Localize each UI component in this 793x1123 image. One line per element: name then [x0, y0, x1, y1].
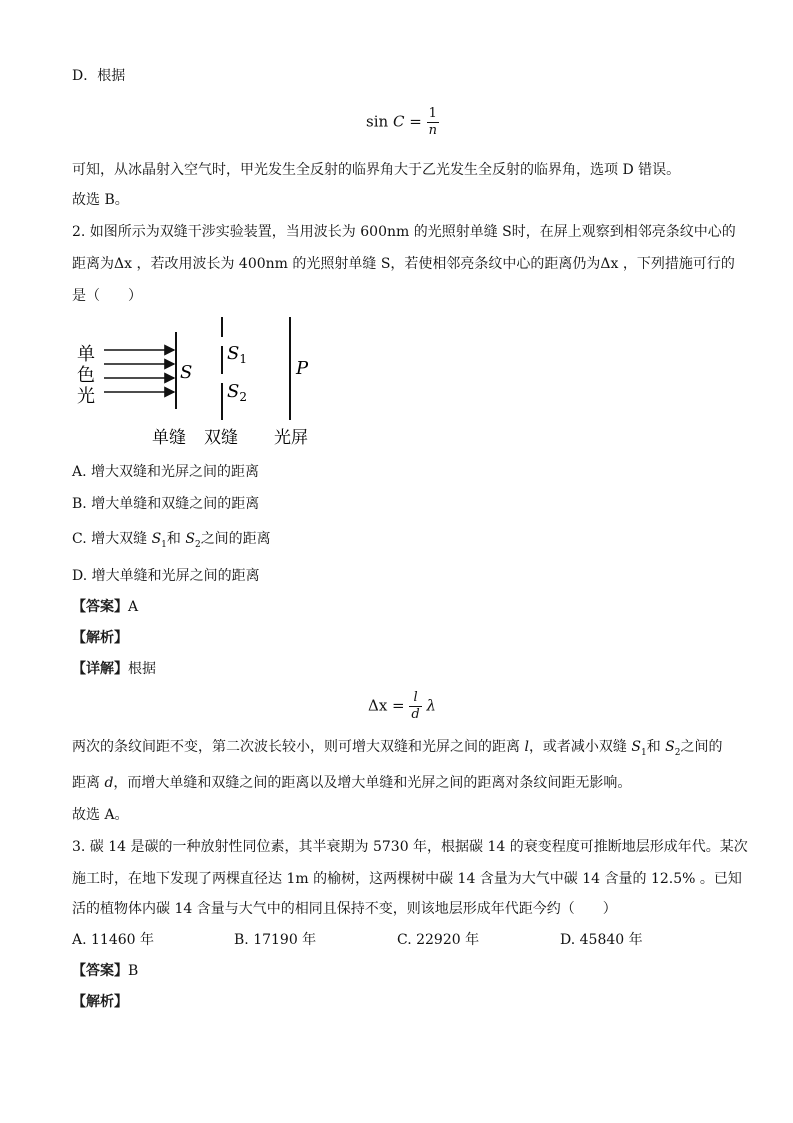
q2-expl-1-post: 之间的	[680, 739, 723, 755]
q2-option-c-s1-sub: 1	[161, 539, 167, 550]
single-slit-label-s: S	[180, 362, 193, 383]
q2-expl-2-post: ，而增大单缝和双缝之间的距离以及增大单缝和光屏之间的距离对条纹间距无影响。	[113, 775, 632, 791]
screen-label-p: P	[296, 358, 309, 379]
double-slit-caption: 双缝	[204, 428, 238, 448]
q3-stem-line-1: 3. 碳 14 是碳的一种放射性同位素，其半衰期为 5730 年，根据碳 14 的衰变程度可推断地层形成年代。某次	[72, 839, 748, 855]
q2-option-d: D. 增大单缝和光屏之间的距离	[72, 568, 260, 584]
q3-answer-tag: 【答案】	[72, 963, 128, 979]
q2-formula	[368, 690, 436, 723]
q1-formula-fraction	[427, 106, 439, 139]
q2-option-c-mid: 和	[166, 531, 186, 547]
q1-formula-eq: =	[409, 112, 422, 131]
q2-option-c-post: 之间的距离	[200, 531, 271, 547]
q2-answer-value: A	[128, 599, 139, 615]
q2-pick: 故选 A。	[72, 807, 129, 823]
q1-formula	[366, 106, 439, 139]
q2-detail	[72, 659, 156, 679]
q2-formula-den: d	[411, 707, 420, 722]
q2-option-a: A. 增大双缝和光屏之间的距离	[72, 464, 260, 480]
q2-expl-1-and: 和	[646, 739, 666, 755]
q3-stem-line-3: 活的植物体内碳 14 含量与大气中的相同且保持不变，则该地层形成年代距今约（ ）	[72, 901, 617, 917]
q2-explanation-line-1	[72, 737, 723, 763]
q3-answer	[72, 961, 138, 981]
q1-formula-sin: sin	[366, 112, 389, 131]
q2-formula-fraction	[409, 690, 421, 723]
light-label-char-3: 光	[77, 386, 95, 407]
q2-option-c-s1: S	[151, 531, 162, 547]
q2-detail-tag: 【详解】	[72, 661, 128, 677]
q2-detail-intro: 根据	[128, 661, 156, 677]
q1-conclusion: 可知，从冰晶射入空气时，甲光发生全反射的临界角大于乙光发生全反射的临界角，选项 D 错误。	[72, 162, 681, 178]
q2-expl-1-l: l	[524, 739, 529, 755]
q1-option-d-intro: D．根据	[72, 68, 126, 84]
q2-expl-1-mid: ，或者减小双缝	[528, 739, 632, 755]
q2-stem-line-3: 是（ ）	[72, 288, 142, 304]
q2-option-c	[72, 529, 271, 555]
q2-expl-1-pre: 两次的条纹间距不变，第二次波长较小，则可增大双缝和光屏之间的距离	[72, 739, 525, 755]
screen-caption: 光屏	[274, 428, 308, 448]
single-slit-caption: 单缝	[152, 428, 186, 448]
q2-option-c-s2-sub: 2	[194, 539, 201, 550]
light-label-char-1: 单	[77, 344, 95, 365]
q1-formula-var: C	[392, 112, 405, 131]
q2-expl-1-s2-sub: 2	[674, 747, 681, 758]
double-slit-diagram	[70, 312, 330, 452]
q1-formula-den: n	[428, 123, 437, 138]
q2-expl-1-s2: S	[665, 739, 675, 755]
s1-label: $S_1$	[227, 343, 247, 366]
q2-answer-tag: 【答案】	[72, 599, 128, 615]
q3-answer-value: B	[128, 963, 139, 979]
q2-answer	[72, 597, 138, 617]
q3-stem-line-2: 施工时，在地下发现了两棵直径达 1m 的榆树，这两棵树中碳 14 含量为大气中碳 14 含量的 12.5% 。已知	[72, 871, 742, 887]
s2-label: $S_2$	[227, 381, 247, 404]
q2-stem-line-1: 2. 如图所示为双缝干涉实验装置，当用波长为 600nm 的光照射单缝 S时，在屏上观察到相邻亮条纹中心的	[72, 224, 736, 240]
q1-formula-num: 1	[427, 106, 439, 123]
q2-expl-1-s1: S	[631, 739, 641, 755]
q2-stem-line-2: 距离为Δx ，若改用波长为 400nm 的光照射单缝 S，若使相邻亮条纹中心的距离仍为Δx ，下列措施可行的	[72, 256, 735, 272]
q1-pick: 故选 B。	[72, 192, 129, 208]
q2-option-c-s2: S	[185, 531, 195, 547]
q2-expl-2-d: d	[104, 775, 114, 791]
q2-expl-1-s1-sub: 1	[640, 747, 647, 758]
q2-formula-lambda: λ	[426, 696, 437, 715]
q2-explanation-line-2	[72, 773, 631, 793]
q2-option-c-pre: C. 增大双缝	[72, 531, 152, 547]
q3-option-d: D. 45840 年	[560, 932, 643, 948]
q2-option-b: B. 增大单缝和双缝之间的距离	[72, 496, 260, 512]
q3-analysis-tag: 【解析】	[72, 994, 128, 1010]
q2-formula-lhs: Δx =	[368, 696, 405, 715]
q2-expl-2-pre: 距离	[72, 775, 105, 791]
light-label-char-2: 色	[77, 365, 95, 386]
q2-formula-num: l	[409, 690, 421, 707]
double-slit-svg	[70, 312, 330, 452]
q3-option-b: B. 17190 年	[234, 932, 317, 948]
q3-option-c: C. 22920 年	[397, 932, 480, 948]
q3-option-a: A. 11460 年	[72, 932, 154, 948]
q3-analysis	[72, 992, 128, 1012]
q2-analysis-tag: 【解析】	[72, 630, 128, 646]
q2-analysis	[72, 628, 128, 648]
